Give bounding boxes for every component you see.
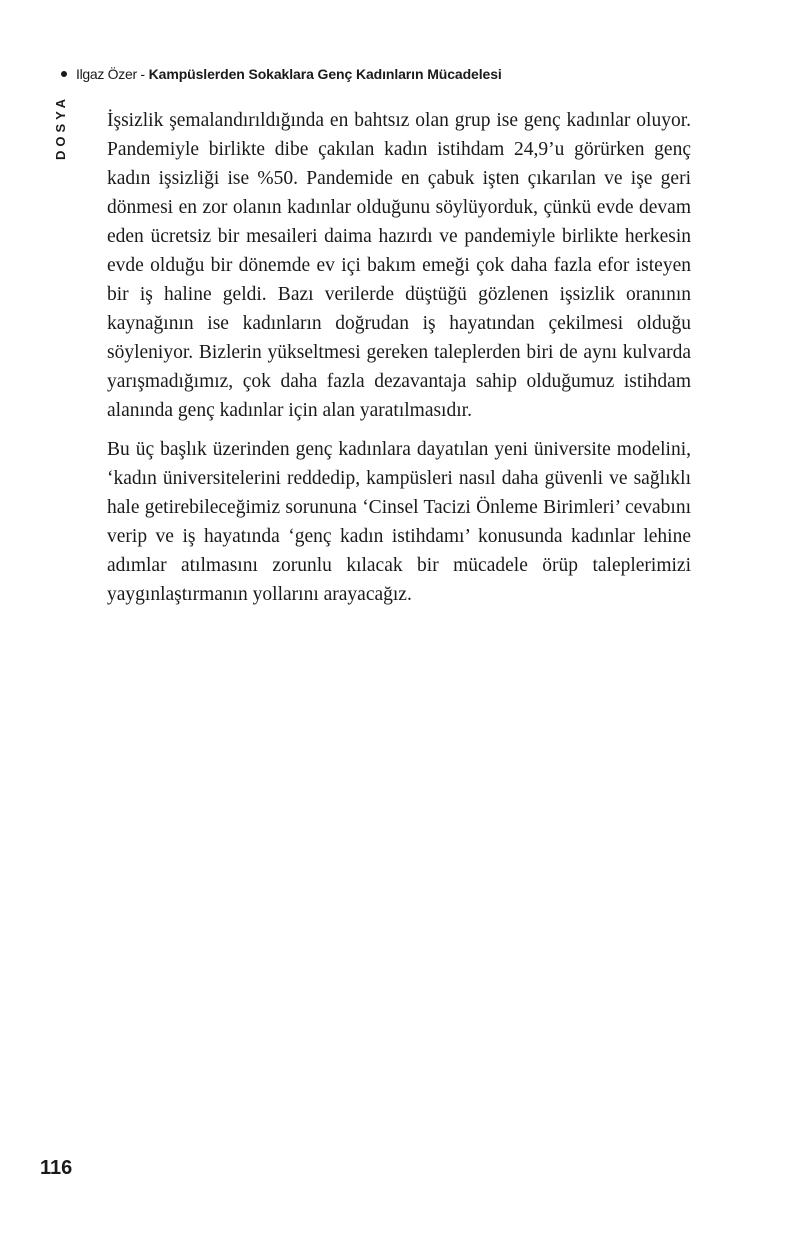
paragraph: Bu üç başlık üzerinden genç kadınlara dayatılan yeni üniversite modelini, ‘kadın üniversitelerini reddedip, kampüsleri nasıl daha güvenli ve sağlıklı hale getirebileceğimiz sorununa ‘Cinsel Tacizi Önleme Birimleri’ cevabını verip ve iş hayatında ‘genç kadın istihdamı’ konusunda kadınlar lehine adımlar atılmasını zorunlu kılacak bir mücadele örüp taleplerimizi yaygınlaştırmanın yollarını arayacağız. [107, 439, 691, 605]
running-header [58, 64, 758, 84]
paragraph: İşsizlik şemalandırıldığında en bahtsız olan grup ise genç kadınlar oluyor. Pandemiyle birlikte dibe çakılan kadın istihdam 24,9’u görürken genç kadın işsizliği ise %50. Pandemide en çabuk işten çıkarılan ve işe geri dönmesi en zor olanın kadınlar olduğunu söylüyorduk, çünkü evde devam eden ücretsiz bir mesaileri daima hazırdı ve pandemiyle birlikte herkesin evde olduğu bir dönemde ev içi bakım emeği çok daha fazla efor isteyen bir iş haline geldi. Bazı verilerde düştüğü gözlenen işsizlik oranının kaynağının ise kadınların doğrudan iş hayatından çekilmesi olduğu söyleniyor. Bizlerin yükseltmesi gereken taleplerden biri de aynı kulvarda yarışmadığımız, çok daha fazla dezavantaja sahip olduğumuz istihdam alanında genç kadınlar için alan yaratılmasıdır. [107, 110, 691, 421]
page-number: 116 [40, 1157, 73, 1179]
article-body [107, 106, 691, 619]
header-author: Ilgaz Özer - [76, 66, 145, 82]
header-title: Kampüslerden Sokaklara Genç Kadınların Mücadelesi [148, 66, 502, 82]
bullet-icon [61, 71, 67, 77]
section-label: DOSYA [53, 95, 68, 161]
